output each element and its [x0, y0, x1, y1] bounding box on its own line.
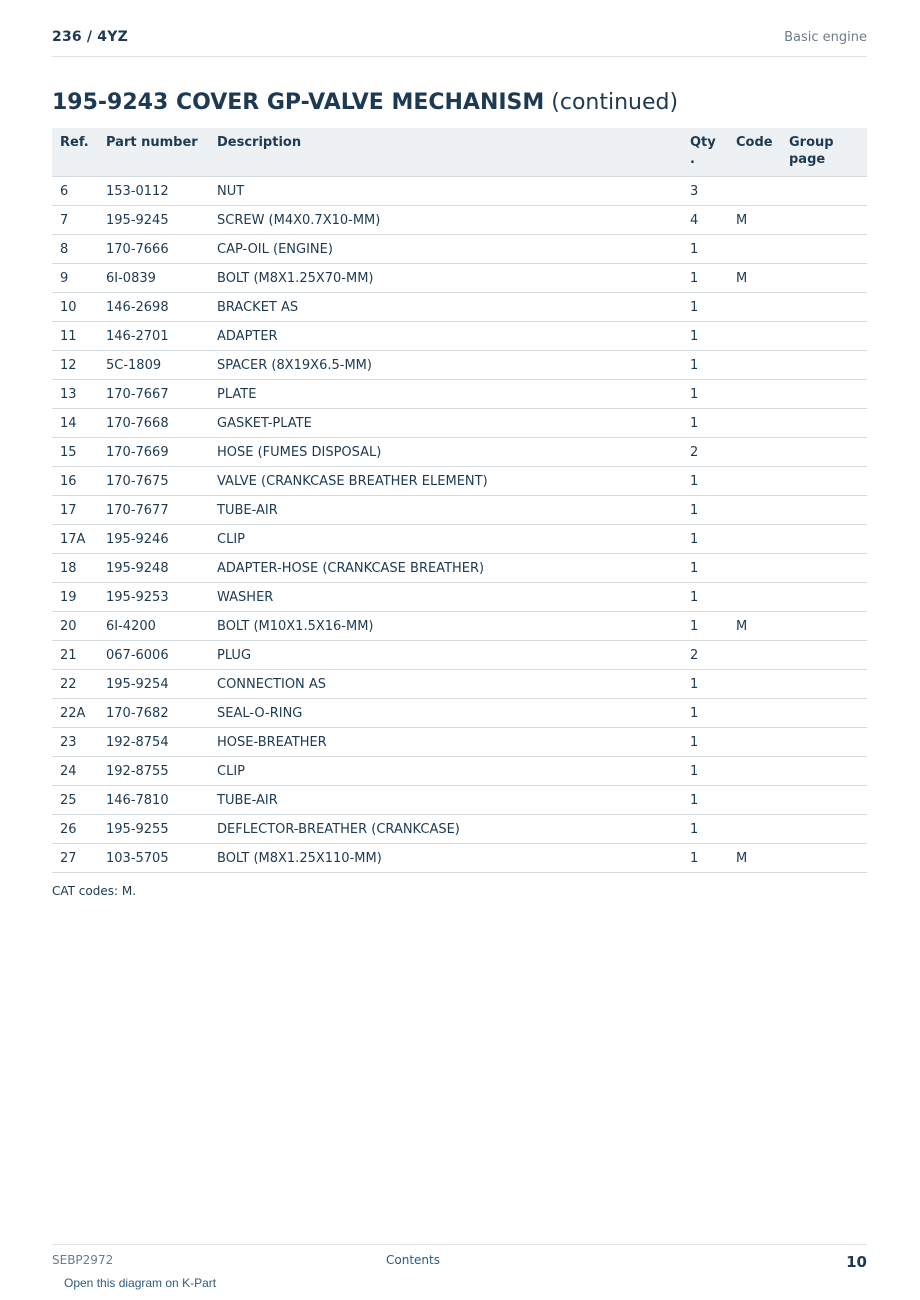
cell-description: PLATE	[209, 380, 682, 409]
cell-code	[728, 322, 781, 351]
cell-group-page	[781, 728, 867, 757]
cell-code	[728, 293, 781, 322]
header-part-number: Part number	[98, 128, 209, 177]
cell-code	[728, 670, 781, 699]
cell-part-number: 6I-4200	[98, 612, 209, 641]
cell-description: BRACKET AS	[209, 293, 682, 322]
table-row	[52, 264, 867, 293]
cell-description: ADAPTER-HOSE (CRANKCASE BREATHER)	[209, 554, 682, 583]
cell-ref: 6	[52, 177, 98, 206]
header-code: Code	[728, 128, 781, 177]
table-row	[52, 554, 867, 583]
cell-description: HOSE-BREATHER	[209, 728, 682, 757]
cell-part-number: 153-0112	[98, 177, 209, 206]
table-row	[52, 206, 867, 235]
cell-qty: 1	[682, 264, 728, 293]
cell-group-page	[781, 670, 867, 699]
kpart-link[interactable]: Open this diagram on K-Part	[64, 1276, 217, 1290]
cell-description: NUT	[209, 177, 682, 206]
cell-part-number: 146-2698	[98, 293, 209, 322]
cell-ref: 8	[52, 235, 98, 264]
cell-description: HOSE (FUMES DISPOSAL)	[209, 438, 682, 467]
table-row	[52, 699, 867, 728]
cell-description: BOLT (M8X1.25X110-MM)	[209, 844, 682, 873]
cell-group-page	[781, 612, 867, 641]
cell-code	[728, 583, 781, 612]
cell-description: GASKET-PLATE	[209, 409, 682, 438]
cell-description: VALVE (CRANKCASE BREATHER ELEMENT)	[209, 467, 682, 496]
document-id: SEBP2972	[52, 1253, 114, 1267]
cell-code	[728, 699, 781, 728]
table-row	[52, 293, 867, 322]
cell-qty: 2	[682, 438, 728, 467]
cell-part-number: 146-7810	[98, 786, 209, 815]
cell-ref: 19	[52, 583, 98, 612]
page-section-ref: 236 / 4YZ	[52, 29, 128, 45]
page-footer	[52, 1244, 867, 1275]
cell-group-page	[781, 351, 867, 380]
cell-ref: 26	[52, 815, 98, 844]
table-row	[52, 612, 867, 641]
cell-part-number: 5C-1809	[98, 351, 209, 380]
cell-code	[728, 438, 781, 467]
cell-qty: 1	[682, 467, 728, 496]
cell-description: CLIP	[209, 757, 682, 786]
cell-description: TUBE-AIR	[209, 496, 682, 525]
cell-description: DEFLECTOR-BREATHER (CRANKCASE)	[209, 815, 682, 844]
cell-qty: 1	[682, 728, 728, 757]
cell-description: BOLT (M8X1.25X70-MM)	[209, 264, 682, 293]
cell-part-number: 192-8754	[98, 728, 209, 757]
cell-part-number: 170-7669	[98, 438, 209, 467]
table-row	[52, 322, 867, 351]
cell-code	[728, 786, 781, 815]
cell-group-page	[781, 235, 867, 264]
cell-group-page	[781, 844, 867, 873]
cell-group-page	[781, 525, 867, 554]
cell-group-page	[781, 641, 867, 670]
cell-part-number: 192-8755	[98, 757, 209, 786]
table-row	[52, 728, 867, 757]
cell-code	[728, 177, 781, 206]
cell-group-page	[781, 380, 867, 409]
table-row	[52, 438, 867, 467]
cell-qty: 1	[682, 612, 728, 641]
cell-group-page	[781, 322, 867, 351]
cell-ref: 12	[52, 351, 98, 380]
cell-ref: 24	[52, 757, 98, 786]
cell-group-page	[781, 206, 867, 235]
cell-code	[728, 409, 781, 438]
cell-qty: 1	[682, 496, 728, 525]
cell-group-page	[781, 786, 867, 815]
header-group-line2: page	[789, 152, 826, 167]
cell-description: CLIP	[209, 525, 682, 554]
cell-part-number: 103-5705	[98, 844, 209, 873]
header-description: Description	[209, 128, 682, 177]
cell-description: CAP-OIL (ENGINE)	[209, 235, 682, 264]
cell-qty: 1	[682, 351, 728, 380]
cell-ref: 13	[52, 380, 98, 409]
cell-group-page	[781, 554, 867, 583]
cell-code	[728, 815, 781, 844]
cell-part-number: 195-9254	[98, 670, 209, 699]
cell-description: BOLT (M10X1.5X16-MM)	[209, 612, 682, 641]
cell-group-page	[781, 177, 867, 206]
cell-code: M	[728, 264, 781, 293]
cell-group-page	[781, 815, 867, 844]
title-main: 195-9243 COVER GP-VALVE MECHANISM	[52, 90, 545, 115]
cell-qty: 1	[682, 786, 728, 815]
cell-code	[728, 467, 781, 496]
header-group-page	[781, 128, 867, 177]
cell-part-number: 170-7668	[98, 409, 209, 438]
title-suffix: (continued)	[551, 90, 679, 115]
cell-ref: 23	[52, 728, 98, 757]
cell-part-number: 195-9255	[98, 815, 209, 844]
cell-group-page	[781, 699, 867, 728]
cell-code	[728, 641, 781, 670]
cell-group-page	[781, 293, 867, 322]
cell-code: M	[728, 844, 781, 873]
table-row	[52, 351, 867, 380]
table-row	[52, 641, 867, 670]
cell-code	[728, 235, 781, 264]
cell-group-page	[781, 757, 867, 786]
table-row	[52, 177, 867, 206]
header-ref: Ref.	[52, 128, 98, 177]
cell-ref: 21	[52, 641, 98, 670]
cell-part-number: 195-9248	[98, 554, 209, 583]
table-body	[52, 177, 867, 873]
cell-part-number: 195-9245	[98, 206, 209, 235]
cell-qty: 1	[682, 525, 728, 554]
cell-ref: 17	[52, 496, 98, 525]
cell-description: WASHER	[209, 583, 682, 612]
cell-qty: 1	[682, 815, 728, 844]
header-group-line1: Group	[789, 135, 834, 150]
table-row	[52, 496, 867, 525]
cat-codes-note: CAT codes: M.	[52, 884, 137, 898]
table-row	[52, 235, 867, 264]
table-row	[52, 670, 867, 699]
cell-ref: 27	[52, 844, 98, 873]
cell-code	[728, 351, 781, 380]
cell-part-number: 170-7666	[98, 235, 209, 264]
page-title	[52, 90, 678, 115]
cell-group-page	[781, 583, 867, 612]
parts-table	[52, 128, 867, 873]
table-row	[52, 844, 867, 873]
header-qty	[682, 128, 728, 177]
cell-qty: 1	[682, 235, 728, 264]
cell-ref: 20	[52, 612, 98, 641]
cell-part-number: 6I-0839	[98, 264, 209, 293]
table-row	[52, 786, 867, 815]
cell-ref: 18	[52, 554, 98, 583]
cell-ref: 10	[52, 293, 98, 322]
cell-description: PLUG	[209, 641, 682, 670]
cell-description: SPACER (8X19X6.5-MM)	[209, 351, 682, 380]
cell-qty: 3	[682, 177, 728, 206]
cell-description: CONNECTION AS	[209, 670, 682, 699]
cell-qty: 1	[682, 409, 728, 438]
cell-ref: 16	[52, 467, 98, 496]
table-row	[52, 467, 867, 496]
cell-code	[728, 380, 781, 409]
cell-qty: 1	[682, 293, 728, 322]
cell-group-page	[781, 467, 867, 496]
cell-ref: 14	[52, 409, 98, 438]
cell-code	[728, 525, 781, 554]
page-number: 10	[846, 1253, 867, 1271]
table-row	[52, 583, 867, 612]
cell-ref: 15	[52, 438, 98, 467]
cell-qty: 1	[682, 583, 728, 612]
table-row	[52, 409, 867, 438]
cell-code: M	[728, 612, 781, 641]
cell-description: ADAPTER	[209, 322, 682, 351]
table-header-row	[52, 128, 867, 177]
cell-description: TUBE-AIR	[209, 786, 682, 815]
cell-part-number: 170-7675	[98, 467, 209, 496]
cell-qty: 1	[682, 757, 728, 786]
cell-ref: 17A	[52, 525, 98, 554]
cell-group-page	[781, 409, 867, 438]
cell-qty: 1	[682, 670, 728, 699]
cell-part-number: 170-7677	[98, 496, 209, 525]
table-row	[52, 815, 867, 844]
cell-code	[728, 757, 781, 786]
cell-qty: 1	[682, 322, 728, 351]
cell-part-number: 067-6006	[98, 641, 209, 670]
cell-ref: 11	[52, 322, 98, 351]
page-header	[52, 28, 867, 57]
cell-code: M	[728, 206, 781, 235]
table-row	[52, 525, 867, 554]
cell-ref: 7	[52, 206, 98, 235]
cell-qty: 1	[682, 699, 728, 728]
cell-part-number: 170-7667	[98, 380, 209, 409]
header-qty-line1: Qty	[690, 135, 716, 150]
cell-qty: 1	[682, 844, 728, 873]
cell-part-number: 170-7682	[98, 699, 209, 728]
cell-description: SCREW (M4X0.7X10-MM)	[209, 206, 682, 235]
cell-qty: 4	[682, 206, 728, 235]
page-section-name: Basic engine	[784, 30, 867, 45]
cell-code	[728, 496, 781, 525]
cell-group-page	[781, 438, 867, 467]
cell-ref: 22A	[52, 699, 98, 728]
table-row	[52, 757, 867, 786]
cell-part-number: 195-9253	[98, 583, 209, 612]
cell-ref: 9	[52, 264, 98, 293]
header-qty-line2: .	[690, 152, 695, 167]
cell-code	[728, 728, 781, 757]
cell-qty: 1	[682, 554, 728, 583]
cell-ref: 25	[52, 786, 98, 815]
cell-group-page	[781, 264, 867, 293]
cell-description: SEAL-O-RING	[209, 699, 682, 728]
cell-part-number: 146-2701	[98, 322, 209, 351]
table-row	[52, 380, 867, 409]
cell-part-number: 195-9246	[98, 525, 209, 554]
cell-code	[728, 554, 781, 583]
cell-group-page	[781, 496, 867, 525]
cell-qty: 2	[682, 641, 728, 670]
cell-qty: 1	[682, 380, 728, 409]
contents-link[interactable]: Contents	[386, 1253, 440, 1267]
cell-ref: 22	[52, 670, 98, 699]
